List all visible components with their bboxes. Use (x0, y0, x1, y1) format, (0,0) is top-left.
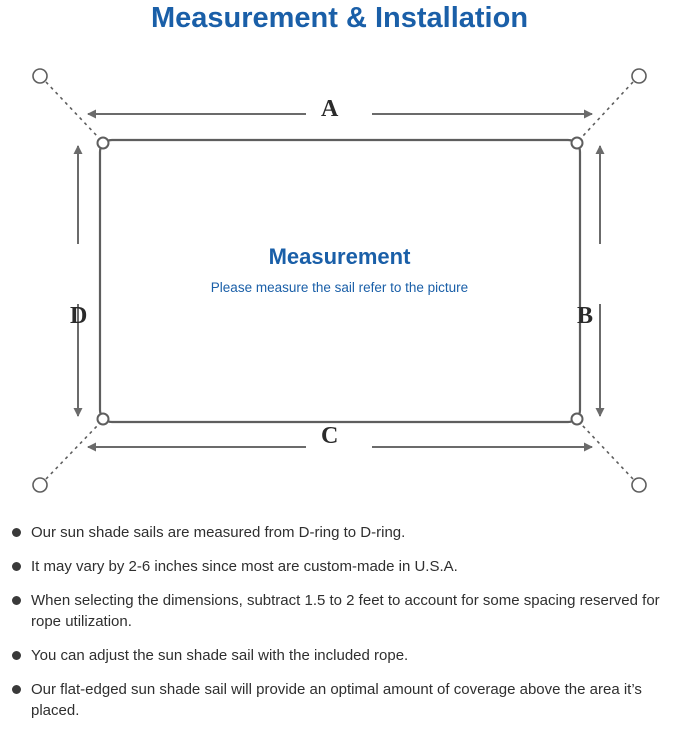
d-ring-bottom-right (572, 414, 583, 425)
bullet-icon (12, 651, 21, 660)
anchor-point-bottom-right (632, 478, 646, 492)
dimension-label-c: C (321, 423, 339, 449)
bullet-icon (12, 596, 21, 605)
note-text: Our sun shade sails are measured from D-ring to D-ring. (31, 524, 406, 541)
page-title: Measurement & Installation (150, 2, 529, 34)
rope-top-right (582, 82, 633, 137)
list-item (8, 522, 676, 543)
dimension-label-d: D (70, 303, 88, 329)
d-ring-top-right (572, 138, 583, 149)
d-ring-bottom-left (98, 414, 109, 425)
note-text: You can adjust the sun shade sail with the included rope. (31, 647, 409, 664)
d-ring-top-left (98, 138, 109, 149)
rope-top-left (46, 82, 98, 137)
note-text: When selecting the dimensions, subtract 1.5 to 2 feet to account for some spacing reserved for rope utilization. (31, 592, 660, 630)
bullet-icon (12, 685, 21, 694)
list-item (8, 590, 676, 632)
rope-bottom-left (46, 425, 98, 479)
diagram-svg (0, 48, 679, 508)
anchor-point-top-left (33, 69, 47, 83)
bullet-icon (12, 562, 21, 571)
diagram-center-subtitle: Please measure the sail refer to the picture (210, 280, 469, 295)
rope-bottom-right (582, 425, 633, 479)
dimension-label-b: B (577, 303, 594, 329)
list-item (8, 679, 676, 721)
diagram-center-title: Measurement (268, 244, 411, 269)
list-item (8, 645, 676, 666)
bullet-icon (12, 528, 21, 537)
anchor-point-bottom-left (33, 478, 47, 492)
note-text: Our flat-edged sun shade sail will provide an optimal amount of coverage above the area it’s placed. (31, 681, 642, 719)
dimension-label-a: A (321, 96, 339, 122)
anchor-point-top-right (632, 69, 646, 83)
sail-measurement-diagram (0, 48, 679, 508)
list-item (8, 556, 676, 577)
notes-list (8, 522, 676, 734)
note-text: It may vary by 2-6 inches since most are custom-made in U.S.A. (31, 558, 458, 575)
